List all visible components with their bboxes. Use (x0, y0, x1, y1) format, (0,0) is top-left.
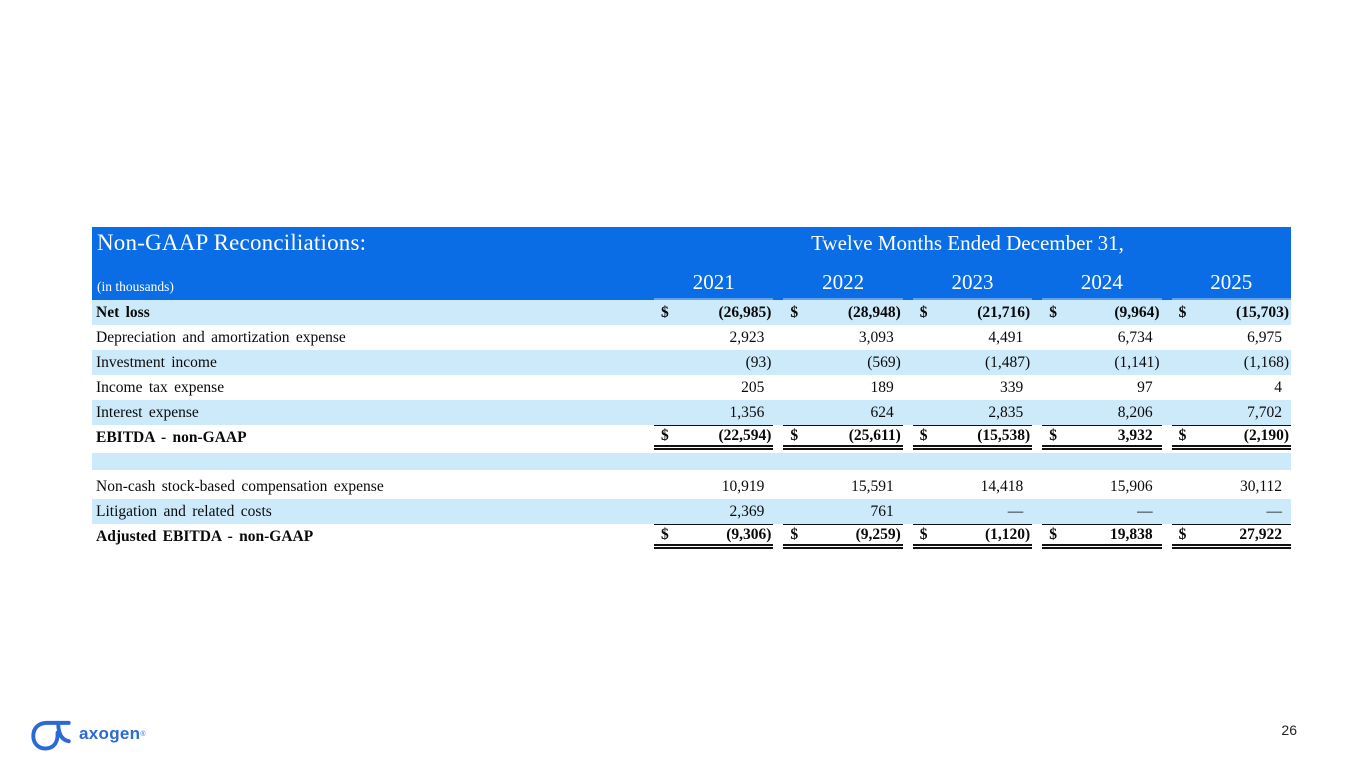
row-label: EBITDA - non-GAAP (96, 428, 247, 446)
cell-group (654, 499, 773, 524)
cell-group (1042, 474, 1161, 499)
cell-value: (26,985) (718, 303, 772, 321)
row-label: Net loss (96, 303, 150, 321)
cell-group (654, 474, 773, 499)
cell-value: (28,948) (847, 303, 901, 321)
cell-group (1172, 524, 1291, 549)
cell-value: (1,487) (984, 353, 1031, 371)
table-header (92, 227, 1291, 300)
cell-value: 3,932 (1117, 426, 1153, 444)
table-body (92, 300, 1291, 549)
cell-value: (9,259) (855, 525, 901, 543)
cell-group (1172, 499, 1291, 524)
table-row (92, 474, 1291, 499)
table-row (92, 499, 1291, 524)
table-row (92, 425, 1291, 450)
cell-value: (569) (867, 353, 901, 371)
dollar-sign: $ (661, 426, 669, 444)
page-number: 26 (1281, 722, 1297, 738)
cell-group (654, 375, 773, 400)
dollar-sign: $ (1178, 303, 1187, 321)
year-header: 2025 (1172, 270, 1291, 300)
cell-value: (15,703) (1236, 303, 1289, 321)
cell-group (1172, 325, 1291, 350)
cell-group (1042, 524, 1161, 549)
cell-value: (15,538) (977, 426, 1031, 444)
cell-value: — (1266, 502, 1282, 520)
cell-group (913, 524, 1032, 549)
cell-value: (25,611) (848, 426, 901, 444)
cell-group (1172, 300, 1291, 325)
cell-group (1042, 425, 1161, 450)
cell-value: 2,923 (729, 328, 765, 346)
cell-group (783, 499, 902, 524)
year-header: 2023 (913, 270, 1032, 300)
cell-group (654, 400, 773, 425)
dollar-sign: $ (790, 303, 799, 321)
cell-group (654, 325, 773, 350)
row-label: Adjusted EBITDA - non-GAAP (96, 527, 314, 545)
cell-value: 8,206 (1117, 403, 1153, 421)
cell-group (654, 350, 773, 375)
cell-value: 4,491 (988, 328, 1024, 346)
cell-group (783, 350, 902, 375)
dollar-sign: $ (661, 303, 669, 321)
cell-group (783, 300, 902, 325)
cell-value: 205 (741, 378, 765, 396)
cell-value: 6,975 (1247, 328, 1282, 346)
row-label: Investment income (96, 353, 217, 371)
dollar-sign: $ (919, 303, 928, 321)
table-subtitle: (in thousands) (97, 279, 174, 294)
cell-group (913, 300, 1032, 325)
year-header: 2021 (654, 270, 773, 300)
non-gaap-reconciliation-table (92, 227, 1291, 549)
cell-group (1172, 425, 1291, 450)
cell-value: (2,190) (1243, 426, 1289, 444)
row-label: Income tax expense (96, 378, 225, 396)
cell-value: 10,919 (721, 477, 765, 495)
cell-group (783, 474, 902, 499)
row-label: Non-cash stock-based compensation expense (96, 477, 384, 495)
dollar-sign: $ (919, 426, 928, 444)
year-header: 2024 (1042, 270, 1161, 300)
year-header-spacer (92, 270, 644, 300)
dollar-sign: $ (919, 525, 928, 543)
cell-value: 7,702 (1247, 403, 1282, 421)
cell-group (783, 325, 902, 350)
cell-value: 2,835 (988, 403, 1024, 421)
cell-group (1042, 325, 1161, 350)
dollar-sign: $ (1178, 525, 1187, 543)
table-row (92, 375, 1291, 400)
year-header-row (92, 270, 1291, 300)
cell-value: 189 (870, 378, 894, 396)
cell-group (783, 375, 902, 400)
cell-group (1172, 350, 1291, 375)
dollar-sign: $ (790, 426, 799, 444)
row-label: Litigation and related costs (96, 502, 272, 520)
table-row (92, 400, 1291, 425)
cell-value: — (1007, 502, 1024, 520)
cell-group (783, 425, 902, 450)
cell-group (654, 524, 773, 549)
cell-value: 339 (999, 378, 1024, 396)
cell-value: (22,594) (718, 426, 772, 444)
cell-value: (1,141) (1114, 353, 1160, 371)
cell-value: 624 (870, 403, 894, 421)
cell-group (913, 499, 1032, 524)
axogen-logo (30, 716, 146, 752)
cell-group (913, 375, 1032, 400)
cell-group (913, 474, 1032, 499)
cell-value: (21,716) (977, 303, 1031, 321)
year-header: 2022 (783, 270, 902, 300)
cell-value: 3,093 (858, 328, 894, 346)
cell-group (1172, 400, 1291, 425)
cell-group (783, 400, 902, 425)
cell-group (1172, 375, 1291, 400)
cell-group (913, 400, 1032, 425)
cell-value: — (1137, 502, 1153, 520)
table-row (92, 325, 1291, 350)
cell-group (654, 425, 773, 450)
cell-group (1042, 350, 1161, 375)
axogen-logo-icon (30, 716, 72, 752)
row-label: Interest expense (96, 403, 199, 421)
cell-value: (9,306) (726, 525, 772, 543)
dollar-sign: $ (1178, 426, 1187, 444)
cell-value: (1,168) (1243, 353, 1289, 371)
cell-group (913, 425, 1032, 450)
dollar-sign: $ (1049, 426, 1057, 444)
dollar-sign: $ (1049, 525, 1057, 543)
cell-group (913, 350, 1032, 375)
cell-group (1042, 499, 1161, 524)
cell-group (913, 325, 1032, 350)
cell-value: (1,120) (984, 525, 1031, 543)
cell-group (783, 524, 902, 549)
cell-value: 30,112 (1239, 477, 1282, 495)
cell-value: 4 (1274, 378, 1282, 396)
table-row (92, 524, 1291, 549)
cell-group (1042, 400, 1161, 425)
cell-value: 15,906 (1109, 477, 1153, 495)
cell-value: 97 (1137, 378, 1153, 396)
cell-value: 15,591 (851, 477, 894, 495)
axogen-wordmark: axogen (79, 724, 141, 743)
dollar-sign: $ (1049, 303, 1057, 321)
cell-value: 14,418 (980, 477, 1024, 495)
cell-value: 761 (870, 502, 894, 520)
cell-group (1172, 474, 1291, 499)
cell-value: 1,356 (729, 403, 765, 421)
dollar-sign: $ (790, 525, 799, 543)
table-row (92, 350, 1291, 375)
cell-value: 19,838 (1109, 525, 1153, 543)
cell-value: 6,734 (1117, 328, 1153, 346)
table-row (92, 300, 1291, 325)
row-label: Depreciation and amortization expense (96, 328, 346, 346)
table-row-blank (92, 453, 1291, 470)
table-title: Non-GAAP Reconciliations: (97, 230, 367, 255)
cell-value: (9,964) (1114, 303, 1160, 321)
period-header: Twelve Months Ended December 31, (811, 231, 1124, 255)
cell-group (1042, 375, 1161, 400)
registered-trademark-mark: ® (140, 730, 146, 738)
cell-value: 2,369 (729, 502, 765, 520)
cell-group (1042, 300, 1161, 325)
cell-group (654, 300, 773, 325)
dollar-sign: $ (661, 525, 669, 543)
cell-value: (93) (745, 353, 772, 371)
cell-value: 27,922 (1239, 525, 1282, 543)
